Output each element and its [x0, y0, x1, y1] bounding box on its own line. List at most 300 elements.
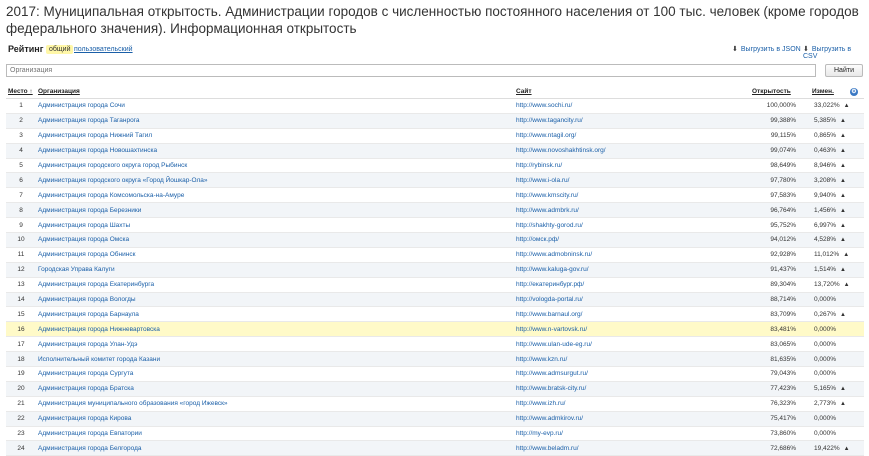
rating-label: Рейтинг: [8, 44, 44, 54]
row-site-link-text: http://www.kaluga-gov.ru/: [516, 266, 589, 274]
row-place: [6, 173, 36, 188]
row-place-text: 9: [19, 221, 23, 229]
row-org-link[interactable]: [36, 441, 514, 456]
row-change-text: 11,012%: [814, 251, 840, 259]
row-org-link-text: Администрация муниципального образования «город Ижевск»: [38, 400, 228, 408]
row-place-text: 22: [17, 415, 25, 423]
row-org-link[interactable]: [36, 411, 514, 426]
row-site-link[interactable]: [514, 113, 750, 128]
row-org-link-text: Администрация города Улан-Удэ: [38, 340, 138, 348]
table-row: [6, 307, 864, 322]
row-openness: [750, 426, 810, 441]
row-org-link[interactable]: [36, 158, 514, 173]
row-place: [6, 158, 36, 173]
row-org-link-text: Администрация города Обнинск: [38, 251, 136, 259]
row-change-text: 0,000%: [814, 415, 837, 423]
row-spacer: [848, 426, 864, 441]
row-place-text: 4: [19, 147, 23, 155]
row-site-link[interactable]: [514, 322, 750, 337]
row-place-text: 2: [19, 117, 23, 125]
row-site-link-text: http://www.admbrk.ru/: [516, 206, 579, 214]
table-row: [6, 367, 864, 382]
row-openness-text: 72,686%: [770, 444, 796, 452]
table-row: [6, 158, 864, 173]
table-row: [6, 188, 864, 203]
row-site-link[interactable]: [514, 247, 750, 262]
row-openness-text: 94,012%: [770, 236, 796, 244]
row-spacer: [848, 262, 864, 277]
row-org-link[interactable]: [36, 262, 514, 277]
row-change: [810, 113, 848, 128]
row-org-link-text: Администрация города Сочи: [38, 102, 125, 110]
row-site-link[interactable]: [514, 143, 750, 158]
row-change-text: 0,000%: [814, 370, 837, 378]
row-change-text: 9,940%: [814, 191, 837, 199]
row-place-text: 16: [17, 325, 25, 333]
row-change-text: 0,865%: [814, 132, 837, 140]
download-csv-link[interactable]: [803, 45, 864, 60]
row-change: [810, 322, 848, 337]
row-openness-text: 88,714%: [770, 296, 796, 304]
row-place: [6, 203, 36, 218]
row-site-link[interactable]: [514, 128, 750, 143]
row-org-link[interactable]: [36, 143, 514, 158]
page-title: 2017: Муниципальная открытость. Администрации городов с численностью постоянного населения от 100 тыс. человек (кроме городов федерального значения). Информационная открытость: [6, 4, 859, 36]
row-site-link-text: http://vologda-portal.ru/: [516, 296, 583, 304]
row-openness-text: 77,423%: [770, 385, 796, 393]
row-openness: [750, 143, 810, 158]
table-header-row: [6, 85, 864, 99]
row-site-link[interactable]: [514, 218, 750, 233]
row-place: [6, 262, 36, 277]
row-place-text: 21: [17, 400, 25, 408]
row-org-link[interactable]: [36, 367, 514, 382]
row-change: [810, 396, 848, 411]
row-openness: [750, 158, 810, 173]
row-openness-text: 96,764%: [770, 206, 796, 214]
gear-icon[interactable]: ⚙: [851, 88, 857, 95]
row-site-link-text: http://www.n-vartovsk.ru/: [516, 325, 588, 333]
row-change-text: 19,422%: [814, 444, 840, 452]
row-site-link[interactable]: [514, 352, 750, 367]
table-row: [6, 277, 864, 292]
row-org-link[interactable]: [36, 352, 514, 367]
row-org-link-text: Администрация города Омска: [38, 236, 130, 244]
row-change: [810, 128, 848, 143]
settings-cell: [848, 85, 864, 99]
row-openness-text: 92,928%: [770, 251, 796, 259]
row-change: [810, 143, 848, 158]
table-row: [6, 396, 864, 411]
row-place-text: 8: [19, 206, 23, 214]
arrow-up-icon: ▲: [840, 401, 846, 408]
row-site-link-text: http://www.novoshakhtinsk.org/: [516, 147, 606, 155]
row-spacer: [848, 203, 864, 218]
table-body: [6, 99, 864, 456]
row-site-link[interactable]: [514, 188, 750, 203]
row-change: [810, 307, 848, 322]
row-site-link-text: http://www.sochi.ru/: [516, 102, 573, 110]
arrow-up-icon: ▲: [840, 207, 846, 214]
row-org-link-text: Администрация города Екатеринбурга: [38, 281, 155, 289]
row-site-link[interactable]: [514, 441, 750, 456]
row-change-text: 0,463%: [814, 147, 837, 155]
row-org-link-text: Администрация города Комсомольска-на-Амуре: [38, 191, 185, 199]
row-site-link[interactable]: [514, 262, 750, 277]
row-place-text: 12: [17, 266, 25, 274]
row-place-text: 17: [17, 340, 25, 348]
row-openness-text: 97,583%: [770, 191, 796, 199]
row-site-link-text: http://www.bratsk-city.ru/: [516, 385, 587, 393]
row-openness-text: 83,065%: [770, 340, 796, 348]
download-json-link[interactable]: [732, 45, 801, 53]
row-openness: [750, 322, 810, 337]
row-place: [6, 247, 36, 262]
row-spacer: [848, 113, 864, 128]
row-org-link-text: Администрация города Сургута: [38, 370, 134, 378]
row-openness: [750, 247, 810, 262]
row-place-text: 5: [19, 162, 23, 169]
row-site-link-text: http://www.tagancity.ru/: [516, 117, 583, 125]
table-row: [6, 411, 864, 426]
row-change-text: 0,000%: [814, 325, 837, 333]
row-openness: [750, 173, 810, 188]
row-org-link-text: Администрация города Нижний Тагил: [38, 132, 153, 140]
row-openness-text: 99,074%: [770, 147, 796, 155]
row-change: [810, 188, 848, 203]
arrow-up-icon: ▲: [840, 118, 846, 125]
arrow-up-icon: ▲: [840, 386, 846, 393]
row-spacer: [848, 307, 864, 322]
row-spacer: [848, 247, 864, 262]
row-place-text: 14: [17, 296, 25, 304]
arrow-up-icon: ▲: [840, 192, 846, 199]
row-site-link-text: http://www.ntagil.org/: [516, 132, 577, 140]
row-place: [6, 426, 36, 441]
row-openness: [750, 381, 810, 396]
row-site-link[interactable]: [514, 396, 750, 411]
row-place-text: 18: [17, 355, 25, 363]
row-org-link[interactable]: [36, 426, 514, 441]
table-row: [6, 99, 864, 114]
row-site-link-text: http://www.izh.ru/: [516, 400, 566, 408]
row-spacer: [848, 277, 864, 292]
row-place-text: 19: [17, 370, 25, 378]
row-org-link[interactable]: [36, 307, 514, 322]
arrow-up-icon: ▲: [840, 237, 846, 244]
row-openness-text: 89,304%: [770, 281, 796, 289]
row-change-text: 2,773%: [814, 400, 837, 408]
row-spacer: [848, 367, 864, 382]
row-openness-text: 83,481%: [770, 325, 796, 333]
tab-custom[interactable]: пользовательский: [74, 46, 133, 53]
row-site-link[interactable]: [514, 337, 750, 352]
row-place: [6, 352, 36, 367]
arrow-up-icon: ▲: [843, 252, 850, 259]
row-org-link-text: Администрация города Кирова: [38, 415, 132, 423]
row-change-text: 5,165%: [814, 385, 837, 393]
row-org-link-text: Администрация города Нижневартовска: [38, 325, 160, 333]
table-row: [6, 262, 864, 277]
row-org-link-text: Администрация городского округа «Город Йошкар-Ола»: [38, 176, 208, 184]
row-place: [6, 128, 36, 143]
row-change-text: 4,528%: [814, 236, 837, 244]
row-change-text: 0,000%: [814, 296, 837, 304]
header-org[interactable]: Организация: [36, 85, 514, 99]
header-open[interactable]: Открытость: [750, 85, 810, 99]
search-input[interactable]: [6, 64, 816, 77]
arrow-up-icon: ▲: [840, 222, 846, 229]
download-icon: ⬇: [732, 46, 738, 53]
arrow-up-icon: ▲: [840, 163, 846, 169]
row-site-link-text: http://www.barnaul.org/: [516, 310, 583, 318]
row-openness-text: 98,649%: [770, 162, 796, 169]
table-row: [6, 441, 864, 456]
table-row: [6, 203, 864, 218]
row-place-text: 7: [19, 191, 23, 199]
row-openness-text: 81,635%: [770, 355, 796, 363]
row-change: [810, 337, 848, 352]
row-change: [810, 233, 848, 248]
row-place: [6, 337, 36, 352]
download-icon: ⬇: [803, 46, 809, 53]
row-spacer: [848, 173, 864, 188]
row-place: [6, 113, 36, 128]
row-site-link-text: http://www.admkirov.ru/: [516, 415, 584, 423]
row-org-link[interactable]: [36, 99, 514, 114]
row-openness: [750, 99, 810, 114]
row-spacer: [848, 292, 864, 307]
row-change-text: 3,208%: [814, 176, 837, 184]
row-site-link[interactable]: [514, 307, 750, 322]
row-site-link-text: http://www.kzn.ru/: [516, 355, 568, 363]
row-site-link[interactable]: [514, 233, 750, 248]
row-org-link[interactable]: [36, 292, 514, 307]
row-change: [810, 441, 848, 456]
row-openness: [750, 203, 810, 218]
row-site-link-text: http://www.i-ola.ru/: [516, 176, 570, 184]
row-openness-text: 99,388%: [770, 117, 796, 125]
header-change[interactable]: Измен.: [810, 85, 848, 99]
row-openness-text: 79,043%: [770, 370, 796, 378]
row-org-link-text: Администрация города Барнаула: [38, 310, 139, 318]
row-openness: [750, 218, 810, 233]
row-openness: [750, 367, 810, 382]
row-spacer: [848, 322, 864, 337]
row-change: [810, 411, 848, 426]
row-site-link[interactable]: [514, 367, 750, 382]
row-org-link-text: Администрация города Новошахтинска: [38, 147, 158, 155]
row-org-link-text: Администрация города Березники: [38, 206, 142, 214]
row-org-link[interactable]: [36, 381, 514, 396]
row-org-link[interactable]: [36, 233, 514, 248]
row-site-link[interactable]: [514, 292, 750, 307]
row-change: [810, 262, 848, 277]
row-change: [810, 426, 848, 441]
row-spacer: [848, 396, 864, 411]
row-site-link-text: http://www.admsurgut.ru/: [516, 370, 588, 378]
row-place-text: 20: [17, 385, 25, 393]
row-change-text: 0,000%: [814, 340, 837, 348]
arrow-up-icon: ▲: [843, 445, 850, 452]
row-org-link[interactable]: [36, 396, 514, 411]
row-org-link-text: Администрация города Вологды: [38, 296, 136, 304]
row-spacer: [848, 381, 864, 396]
row-openness: [750, 411, 810, 426]
row-spacer: [848, 188, 864, 203]
arrow-up-icon: ▲: [843, 282, 850, 289]
row-change: [810, 381, 848, 396]
table-row: [6, 381, 864, 396]
row-openness: [750, 352, 810, 367]
header-site[interactable]: Сайт: [514, 85, 750, 99]
row-change-text: 0,267%: [814, 310, 837, 318]
row-change-text: 0,000%: [814, 430, 837, 438]
row-change: [810, 203, 848, 218]
row-spacer: [848, 411, 864, 426]
table-row: [6, 322, 864, 337]
row-openness: [750, 292, 810, 307]
row-site-link[interactable]: [514, 277, 750, 292]
row-site-link[interactable]: [514, 173, 750, 188]
row-spacer: [848, 218, 864, 233]
row-openness: [750, 113, 810, 128]
table-row: [6, 352, 864, 367]
row-spacer: [848, 233, 864, 248]
tab-general[interactable]: общий: [46, 45, 73, 54]
arrow-up-icon: ▲: [840, 148, 846, 155]
row-place-text: 15: [17, 310, 25, 318]
row-spacer: [848, 352, 864, 367]
row-openness: [750, 396, 810, 411]
row-org-link[interactable]: [36, 203, 514, 218]
row-change: [810, 99, 848, 114]
row-site-link[interactable]: [514, 426, 750, 441]
row-site-link[interactable]: [514, 381, 750, 396]
row-change-text: 8,946%: [814, 162, 837, 169]
row-openness: [750, 277, 810, 292]
row-change-text: 0,000%: [814, 355, 837, 363]
table-row: [6, 173, 864, 188]
row-org-link-text: Городская Управа Калуги: [38, 266, 115, 274]
row-site-link-text: http://shakhty-gorod.ru/: [516, 221, 583, 229]
row-change-text: 5,385%: [814, 117, 837, 125]
row-site-link-text: http://омск.рф/: [516, 236, 560, 244]
row-spacer: [848, 128, 864, 143]
row-site-link[interactable]: [514, 99, 750, 114]
row-change-text: 13,720%: [814, 281, 840, 289]
row-site-link[interactable]: [514, 411, 750, 426]
header-place[interactable]: Место ↑: [6, 85, 36, 99]
row-org-link[interactable]: [36, 277, 514, 292]
table-row: [6, 143, 864, 158]
row-openness: [750, 441, 810, 456]
row-change: [810, 292, 848, 307]
row-org-link[interactable]: [36, 247, 514, 262]
row-change: [810, 277, 848, 292]
row-org-link[interactable]: [36, 128, 514, 143]
row-change: [810, 352, 848, 367]
row-org-link-text: Администрация города Братска: [38, 385, 134, 393]
rating-table: [6, 85, 864, 456]
row-spacer: [848, 158, 864, 173]
row-place: [6, 218, 36, 233]
row-site-link-text: http://екатеринбург.рф/: [516, 281, 585, 289]
row-site-link[interactable]: [514, 158, 750, 173]
table-row: [6, 233, 864, 248]
row-openness-text: 73,860%: [770, 430, 796, 438]
row-org-link[interactable]: [36, 173, 514, 188]
row-org-link[interactable]: [36, 188, 514, 203]
toolbar: [6, 44, 864, 58]
row-place: [6, 188, 36, 203]
row-place-text: 11: [17, 251, 25, 259]
row-change: [810, 218, 848, 233]
row-openness: [750, 262, 810, 277]
row-place-text: 13: [17, 281, 25, 289]
row-place-text: 1: [19, 102, 23, 110]
row-spacer: [848, 441, 864, 456]
row-org-link[interactable]: [36, 322, 514, 337]
row-openness-text: 99,115%: [770, 132, 796, 140]
row-place: [6, 233, 36, 248]
row-org-link-text: Администрация города Шахты: [38, 221, 131, 229]
row-place: [6, 381, 36, 396]
row-org-link[interactable]: [36, 218, 514, 233]
table-row: [6, 426, 864, 441]
row-place: [6, 307, 36, 322]
row-place: [6, 367, 36, 382]
row-openness: [750, 307, 810, 322]
row-change-text: 1,514%: [814, 266, 837, 274]
row-site-link-text: http://www.beladm.ru/: [516, 444, 579, 452]
row-org-link[interactable]: [36, 113, 514, 128]
row-spacer: [848, 337, 864, 352]
row-org-link-text: Администрация городского округа город Рыбинск: [38, 162, 188, 169]
arrow-up-icon: ▲: [840, 133, 846, 140]
row-openness-text: 76,323%: [770, 400, 796, 408]
row-org-link[interactable]: [36, 337, 514, 352]
row-openness-text: 75,417%: [770, 415, 796, 423]
arrow-up-icon: ▲: [840, 267, 846, 274]
table-row: [6, 292, 864, 307]
row-site-link[interactable]: [514, 203, 750, 218]
row-place-text: 23: [17, 430, 25, 438]
row-place: [6, 143, 36, 158]
row-site-link-text: http://my-evp.ru/: [516, 430, 563, 438]
row-place: [6, 322, 36, 337]
row-site-link-text: http://www.kmscity.ru/: [516, 191, 579, 199]
row-openness: [750, 233, 810, 248]
download-json-label: Выгрузить в JSON: [740, 46, 801, 53]
row-openness: [750, 128, 810, 143]
arrow-up-icon: ▲: [843, 103, 850, 110]
arrow-up-icon: ▲: [840, 177, 846, 184]
row-place-text: 10: [17, 236, 25, 244]
table-row: [6, 247, 864, 262]
row-openness-text: 91,437%: [770, 266, 796, 274]
table-row: [6, 218, 864, 233]
row-place: [6, 292, 36, 307]
row-change-text: 33,022%: [814, 102, 840, 110]
row-openness: [750, 188, 810, 203]
search-button[interactable]: Найти: [825, 64, 863, 77]
row-change: [810, 158, 848, 173]
row-openness-text: 100,000%: [766, 102, 796, 110]
row-openness: [750, 337, 810, 352]
row-openness-text: 95,752%: [770, 221, 796, 229]
row-spacer: [848, 143, 864, 158]
